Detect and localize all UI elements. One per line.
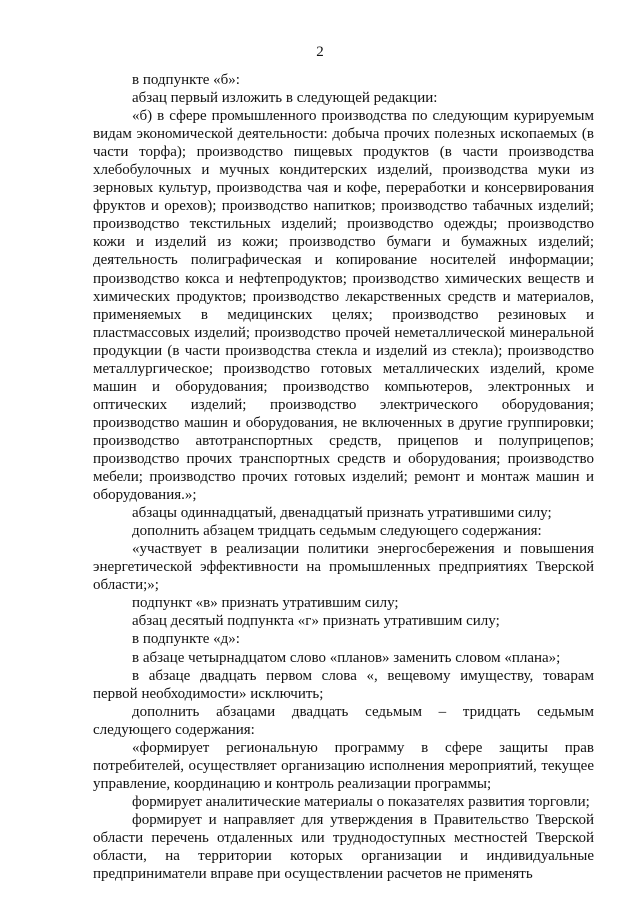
paragraph: в абзаце двадцать первом слова «, вещевому имуществу, товарам первой необходимости» исключить; <box>93 667 594 702</box>
paragraph: дополнить абзацами двадцать седьмым – тридцать седьмым следующего содержания: <box>93 703 594 738</box>
paragraph: в подпункте «д»: <box>132 631 240 648</box>
paragraph: «формирует региональную программу в сфере защиты прав потребителей, осуществляет организацию исполнения мероприятий, текущее управление, координацию и контроль реализации программы; <box>93 739 594 792</box>
paragraph: дополнить абзацем тридцать седьмым следующего содержания: <box>132 523 542 540</box>
paragraph: в подпункте «б»: <box>132 72 240 88</box>
paragraph: абзацы одиннадцатый, двенадцатый признать утратившими силу; <box>132 505 552 522</box>
page-number: 2 <box>316 44 324 60</box>
paragraph: формирует аналитические материалы о показателях развития торговли; <box>132 793 590 810</box>
paragraph: формирует и направляет для утверждения в Правительство Тверской области перечень отдаленных или труднодоступных местностей Тверской области, на территории которых организации и индивидуальные предприниматели вправе при осуществлении расчетов не применять <box>93 811 594 883</box>
paragraph: абзац десятый подпункта «г» признать утратившим силу; <box>132 613 500 630</box>
paragraph: «участвует в реализации политики энергосбережения и повышения энергетической эффективности на промышленных предприятиях Тверской области;»; <box>93 541 594 594</box>
paragraph: абзац первый изложить в следующей редакции: <box>132 90 438 107</box>
paragraph: «б) в сфере промышленного производства по следующим курируемым видам экономической деятельности: добыча прочих полезных ископаемых (в части торфа); производство пищевых продуктов (в части производства хлебобулочных и мучных кондитерских изделий, производства муки из зерновых культур, производства чая и кофе, переработки и консервирования фруктов и орехов); производство напитков; производство табачных изделий; производство текстильных изделий; производство одежды; производство кожи и изделий из кожи; производство бумаги и бумажных изделий; деятельность полиграфическая и копирование носителей информации; производство кокса и нефтепродуктов; производство химических веществ и химических продуктов; производство лекарственных средств и материалов, применяемых в медицинских целях; производство резиновых и пластмассовых изделий; производство прочей неметаллической минеральной продукции (в части производства стекла и изделий из стекла); производство металлургическое; производство готовых металлических изделий, кроме машин и оборудования; производство компьютеров, электронных и оптических изделий; производство электрического оборудования; производство машин и оборудования, не включенных в другие группировки; производство автотранспортных средств, прицепов и полуприцепов; производство прочих транспортных средств и оборудования; производство мебели; производство прочих готовых изделий; ремонт и монтаж машин и оборудования.»; <box>93 108 594 504</box>
paragraph: подпункт «в» признать утратившим силу; <box>132 595 399 612</box>
paragraph: в абзаце четырнадцатом слово «планов» заменить словом «плана»; <box>132 649 561 666</box>
document-body <box>93 71 594 883</box>
